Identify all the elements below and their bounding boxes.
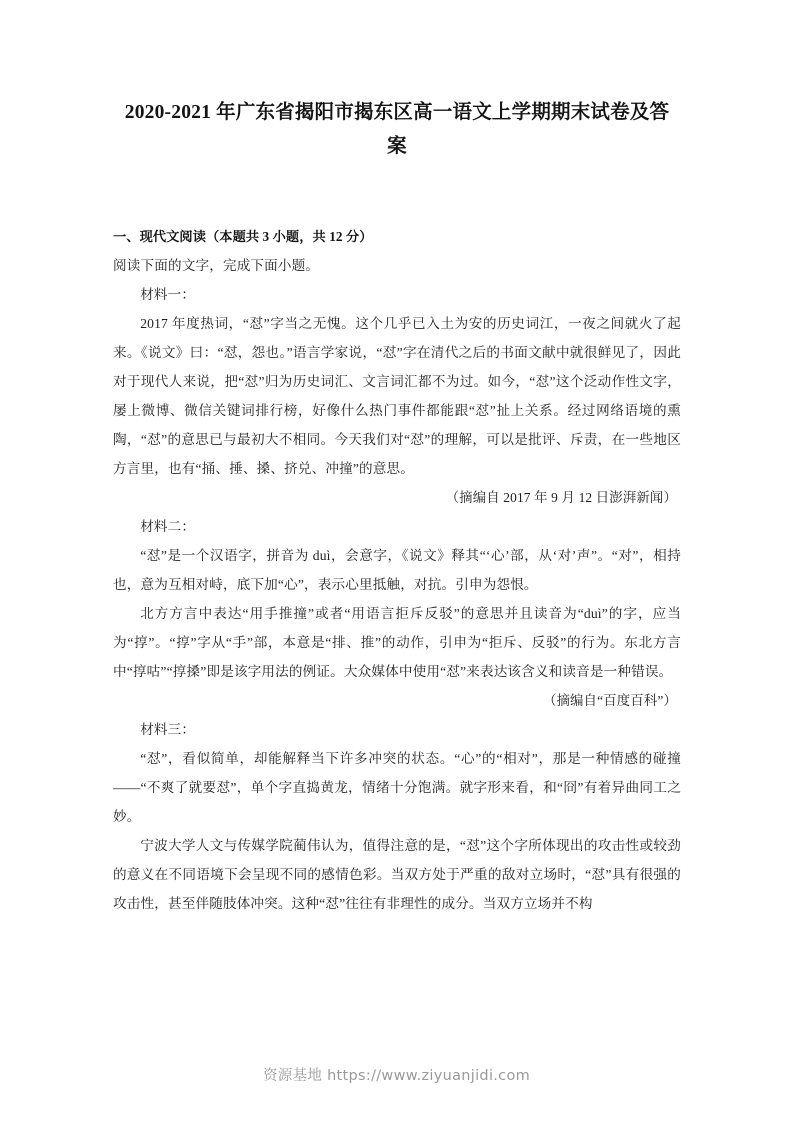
material-label-3: 材料三： [140,722,196,737]
footer-watermark [0,1064,793,1085]
document-body [113,96,681,918]
title-spacer [113,164,681,222]
material-attribution-1: （摘编自 2017 年 9 月 12 日澎湃新闻） [445,490,677,505]
watermark-url: https://www.ziyuanjidi.com [327,1068,531,1084]
section-instruction: 阅读下面的文字，完成下面小题。 [113,258,320,273]
material-attribution-2: （摘编自“百度百科”） [542,693,677,708]
watermark-site-name: 资源基地 [262,1068,323,1084]
material-paragraph: “怼”，看似简单，却能解释当下许多冲突的状态。“心”的“相对”，那是一种情感的碰撞——“不爽了就要怼”，单个字直捣黄龙，情绪十分饱满。就字形来看，和“冏”有着异曲同工之妙。 [113,751,681,824]
material-paragraph: “怼”是一个汉语字，拼音为 duì，会意字，《说文》释其“‘心’部，从‘对’声”。“对”，相持也，意为互相对峙，底下加“心”，表示心里抵触，对抗。引申为怨恨。 [113,548,681,592]
material-paragraph: 2017 年度热词，“怼”字当之无愧。这个几乎已入土为安的历史词江，一夜之间就火了起来。《说文》曰：“怼，怨也。”语言学家说，“怼”字在清代之后的书面文献中就很鲜见了，因此对于现代人来说，把“怼”归为历史词汇、文言词汇都不为过。如今，“怼”这个泛动作性文字，屡上微博、微信关键词排行榜，好像什么热门事件都能跟“怼”扯上关系。经过网络语境的熏陶，“怼”的意思已与最初大不相同。今天我们对“怼”的理解，可以是批评、斥责，在一些地区方言里，也有“捅、捶、搡、挤兑、冲撞”的意思。 [113,316,681,476]
material-label-2: 材料二： [140,519,196,534]
material-paragraph: 北方方言中表达“用手推撞”或者“用语言拒斥反驳”的意思并且读音为“duì”的字，应当为“㨃”。“㨃”字从“手”部，本意是“排、推”的动作，引申为“拒斥、反驳”的行为。东北方言中“㨃咕”“㨃搡”即是该字用法的例证。大众媒体中使用“怼”来表达该含义和读音是一种错误。 [113,606,681,679]
section-heading-1: 一、现代文阅读（本题共 3 小题，共 12 分） [113,229,373,244]
material-paragraph: 宁波大学人文与传媒学院蔺伟认为，值得注意的是，“怼”这个字所体现出的攻击性或较劲的意义在不同语境下会呈现不同的感情色彩。当双方处于严重的敌对立场时，“怼”具有很强的攻击性，甚至伴随肢体冲突。这种“怼”往往有非理性的成分。当双方立场并不构 [113,838,681,911]
page-title: 2020-2021 年广东省揭阳市揭东区高一语文上学期期末试卷及答案 [124,102,670,157]
material-label-1: 材料一： [140,287,196,302]
